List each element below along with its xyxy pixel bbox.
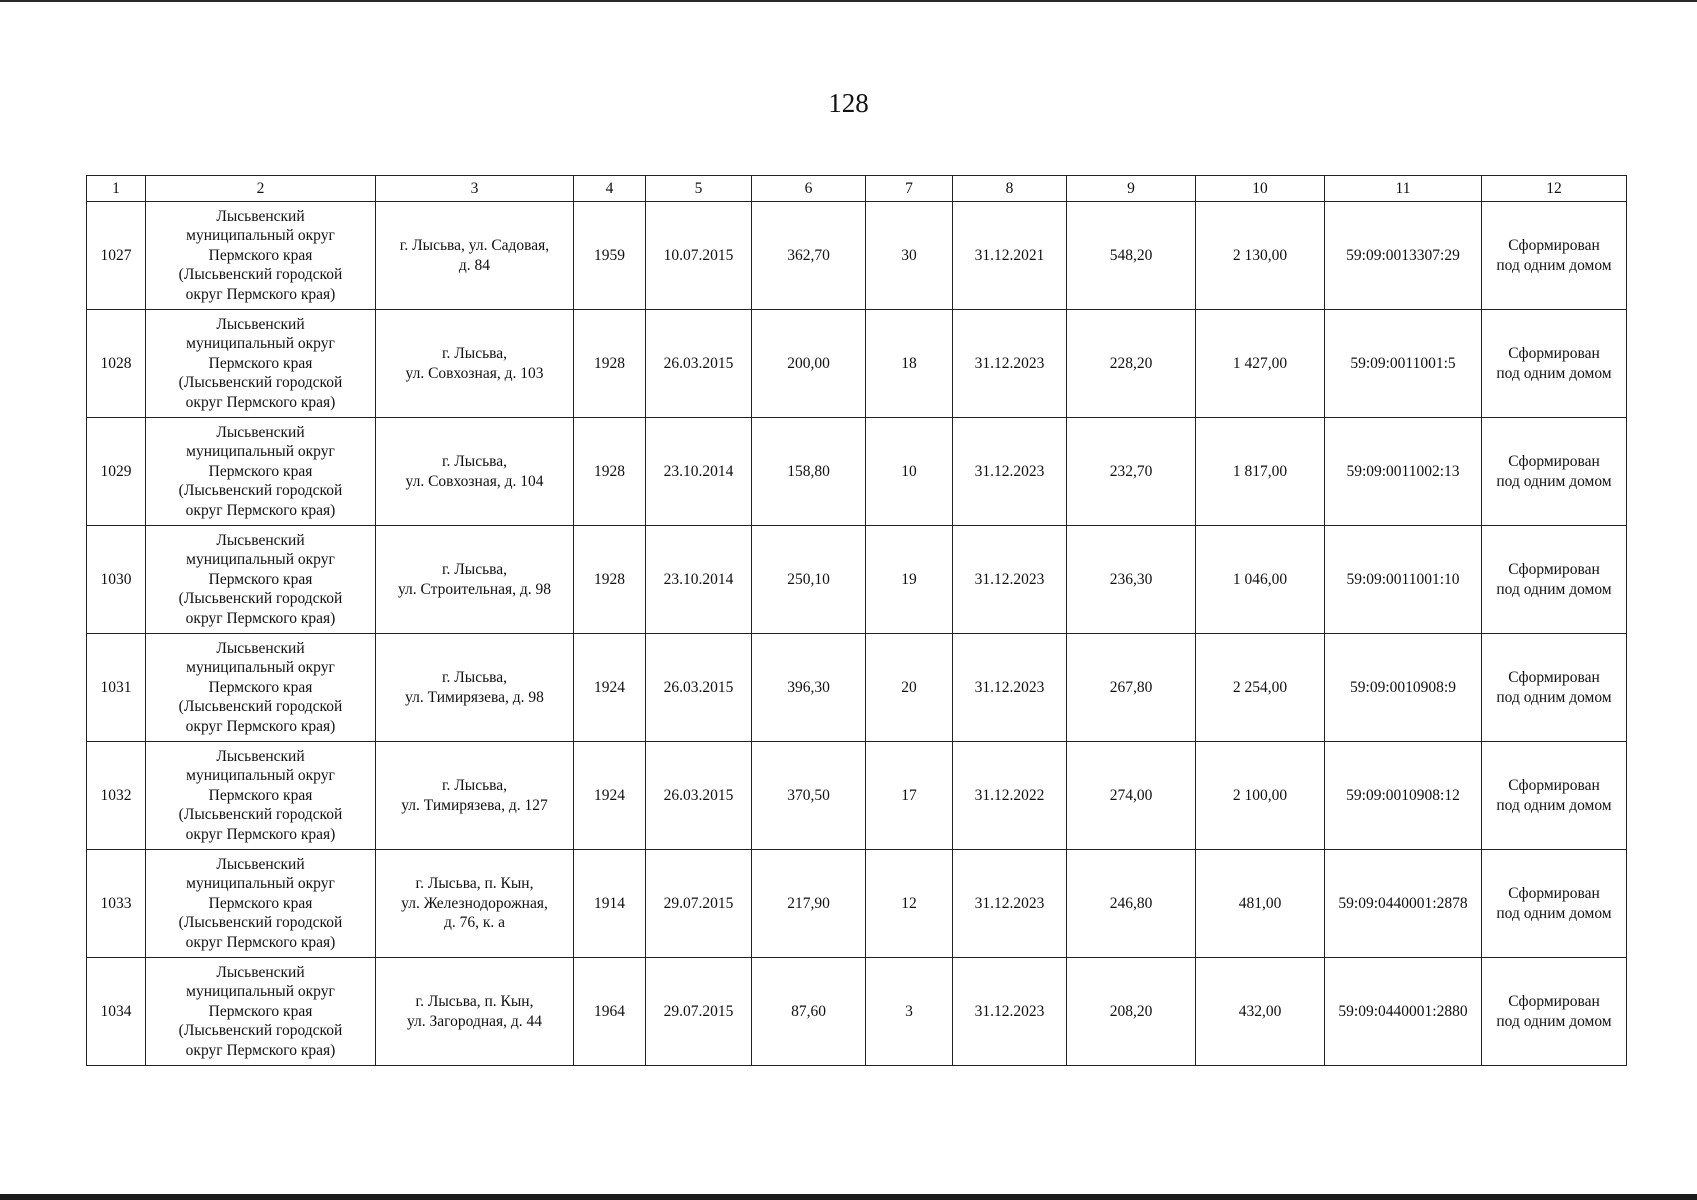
address-cell [376,310,574,418]
land-area-cell: 432,00 [1196,958,1325,1066]
status-line: Сформирован [1508,237,1600,254]
address-cell [376,526,574,634]
address-line: д. 76, к. а [443,914,506,932]
municipality-line: (Лысьвенский городской [178,806,343,824]
page-number: 128 [828,88,869,118]
residents-cell: 12 [866,850,953,958]
area-cell: 200,00 [752,310,866,418]
registry-table-wrapper [86,175,1627,1066]
column-number-cell: 7 [866,176,953,202]
address-line: г. Лысьва, [441,777,508,794]
area2-cell: 208,20 [1067,958,1196,1066]
status-cell [1482,202,1627,310]
municipality-line: муниципальный округ [186,875,335,893]
municipality-cell [146,850,376,958]
cadastral-number-cell: 59:09:0011002:13 [1325,418,1482,526]
deadline-cell: 31.12.2023 [953,310,1067,418]
table-row [87,526,1627,634]
status-cell [1482,634,1627,742]
municipality-line: округ Пермского края) [185,393,336,411]
municipality-line: (Лысьвенский городской [178,266,343,284]
cadastral-number-cell: 59:09:0440001:2880 [1325,958,1482,1066]
land-area-cell: 2 130,00 [1196,202,1325,310]
address-line: ул. Тимирязева, д. 127 [401,796,548,814]
municipality-line: Пермского края [208,462,313,480]
column-number-row [87,176,1627,202]
status-line: под одним домом [1496,796,1612,814]
area2-cell: 236,30 [1067,526,1196,634]
status-line: Сформирован [1508,669,1600,686]
area2-cell: 228,20 [1067,310,1196,418]
area2-cell: 232,70 [1067,418,1196,526]
residents-cell: 10 [866,418,953,526]
status-line: Сформирован [1508,993,1600,1010]
area-cell: 362,70 [752,202,866,310]
status-line: под одним домом [1496,904,1612,922]
status-line: Сформирован [1508,561,1600,578]
status-cell [1482,418,1627,526]
municipality-line: Лысьвенский [216,639,305,657]
date-cell: 26.03.2015 [646,634,752,742]
date-cell: 29.07.2015 [646,850,752,958]
address-line: г. Лысьва, ул. Садовая, [399,237,550,254]
land-area-cell: 2 100,00 [1196,742,1325,850]
residents-cell: 17 [866,742,953,850]
municipality-cell [146,634,376,742]
row-id-cell: 1031 [87,634,146,742]
row-id-cell: 1029 [87,418,146,526]
row-id-cell: 1030 [87,526,146,634]
scan-edge-bottom [0,1194,1697,1200]
address-cell [376,202,574,310]
deadline-cell: 31.12.2023 [953,958,1067,1066]
cadastral-number-cell: 59:09:0011001:10 [1325,526,1482,634]
municipality-cell [146,310,376,418]
municipality-line: Лысьвенский [216,207,305,225]
status-line: Сформирован [1508,777,1600,794]
column-number-cell: 3 [376,176,574,202]
municipality-line: (Лысьвенский городской [178,698,343,716]
year-cell: 1928 [574,310,646,418]
municipality-line: Пермского края [208,786,313,804]
status-line: под одним домом [1496,688,1612,706]
municipality-line: Пермского края [208,246,313,264]
municipality-line: (Лысьвенский городской [178,914,343,932]
residents-cell: 18 [866,310,953,418]
column-number-cell: 12 [1482,176,1627,202]
municipality-line: (Лысьвенский городской [178,590,343,608]
column-number-cell: 5 [646,176,752,202]
municipality-cell [146,742,376,850]
residents-cell: 20 [866,634,953,742]
municipality-line: Пермского края [208,1002,313,1020]
area-cell: 158,80 [752,418,866,526]
municipality-line: муниципальный округ [186,335,335,353]
status-line: Сформирован [1508,453,1600,470]
residents-cell: 30 [866,202,953,310]
deadline-cell: 31.12.2023 [953,526,1067,634]
deadline-cell: 31.12.2022 [953,742,1067,850]
status-cell [1482,850,1627,958]
municipality-line: Лысьвенский [216,855,305,873]
residents-cell: 19 [866,526,953,634]
municipality-line: округ Пермского края) [185,1041,336,1059]
municipality-line: Лысьвенский [216,531,305,549]
address-line: г. Лысьва, [441,345,508,362]
row-id-cell: 1034 [87,958,146,1066]
table-row [87,634,1627,742]
column-number-cell: 4 [574,176,646,202]
column-number-cell: 1 [87,176,146,202]
area2-cell: 274,00 [1067,742,1196,850]
status-cell [1482,958,1627,1066]
land-area-cell: 1 817,00 [1196,418,1325,526]
status-line: под одним домом [1496,256,1612,274]
address-line: ул. Загородная, д. 44 [406,1012,543,1030]
municipality-cell [146,526,376,634]
address-line: г. Лысьва, [441,669,508,686]
municipality-cell [146,202,376,310]
date-cell: 26.03.2015 [646,310,752,418]
residents-cell: 3 [866,958,953,1066]
address-line: д. 84 [458,256,491,274]
status-cell [1482,310,1627,418]
municipality-line: округ Пермского края) [185,609,336,627]
deadline-cell: 31.12.2023 [953,850,1067,958]
address-line: г. Лысьва, п. Кын, [415,993,534,1010]
address-line: г. Лысьва, [441,453,508,470]
column-number-cell: 8 [953,176,1067,202]
municipality-line: Лысьвенский [216,315,305,333]
table-body [87,176,1627,1066]
table-row [87,310,1627,418]
land-area-cell: 2 254,00 [1196,634,1325,742]
row-id-cell: 1033 [87,850,146,958]
municipality-cell [146,418,376,526]
column-number-cell: 9 [1067,176,1196,202]
area-cell: 370,50 [752,742,866,850]
municipality-line: (Лысьвенский городской [178,1022,343,1040]
address-line: ул. Совхозная, д. 104 [405,472,544,490]
municipality-line: муниципальный округ [186,983,335,1001]
municipality-line: муниципальный округ [186,659,335,677]
column-number-cell: 10 [1196,176,1325,202]
municipality-line: Пермского края [208,678,313,696]
year-cell: 1959 [574,202,646,310]
cadastral-number-cell: 59:09:0010908:12 [1325,742,1482,850]
status-cell [1482,526,1627,634]
column-number-cell: 2 [146,176,376,202]
deadline-cell: 31.12.2021 [953,202,1067,310]
status-line: Сформирован [1508,345,1600,362]
municipality-line: муниципальный округ [186,227,335,245]
year-cell: 1914 [574,850,646,958]
column-number-cell: 11 [1325,176,1482,202]
municipality-line: округ Пермского края) [185,825,336,843]
date-cell: 29.07.2015 [646,958,752,1066]
status-cell [1482,742,1627,850]
municipality-line: Пермского края [208,570,313,588]
row-id-cell: 1032 [87,742,146,850]
address-line: г. Лысьва, [441,561,508,578]
address-cell [376,634,574,742]
municipality-line: муниципальный округ [186,551,335,569]
table-row [87,202,1627,310]
address-cell [376,850,574,958]
area2-cell: 548,20 [1067,202,1196,310]
area2-cell: 267,80 [1067,634,1196,742]
area-cell: 87,60 [752,958,866,1066]
cadastral-number-cell: 59:09:0013307:29 [1325,202,1482,310]
address-line: г. Лысьва, п. Кын, [415,875,534,893]
area-cell: 396,30 [752,634,866,742]
scan-edge-top [0,0,1697,2]
municipality-line: Пермского края [208,894,313,912]
status-line: под одним домом [1496,364,1612,382]
area-cell: 250,10 [752,526,866,634]
address-line: ул. Совхозная, д. 103 [405,364,544,382]
status-line: Сформирован [1508,885,1600,902]
cadastral-number-cell: 59:09:0440001:2878 [1325,850,1482,958]
address-line: ул. Железнодорожная, [401,894,548,912]
address-line: ул. Строительная, д. 98 [397,580,552,598]
deadline-cell: 31.12.2023 [953,418,1067,526]
year-cell: 1928 [574,526,646,634]
land-area-cell: 1 046,00 [1196,526,1325,634]
deadline-cell: 31.12.2023 [953,634,1067,742]
table-row [87,742,1627,850]
year-cell: 1924 [574,634,646,742]
municipality-line: Пермского края [208,354,313,372]
row-id-cell: 1028 [87,310,146,418]
table-row [87,418,1627,526]
column-number-cell: 6 [752,176,866,202]
area2-cell: 246,80 [1067,850,1196,958]
municipality-line: (Лысьвенский городской [178,374,343,392]
land-area-cell: 481,00 [1196,850,1325,958]
status-line: под одним домом [1496,472,1612,490]
municipality-line: округ Пермского края) [185,933,336,951]
address-cell [376,742,574,850]
status-line: под одним домом [1496,1012,1612,1030]
municipality-line: округ Пермского края) [185,501,336,519]
municipality-line: Лысьвенский [216,747,305,765]
land-area-cell: 1 427,00 [1196,310,1325,418]
municipality-line: Лысьвенский [216,423,305,441]
municipality-line: округ Пермского края) [185,717,336,735]
table-row [87,850,1627,958]
date-cell: 26.03.2015 [646,742,752,850]
address-line: ул. Тимирязева, д. 98 [405,688,544,706]
year-cell: 1964 [574,958,646,1066]
date-cell: 23.10.2014 [646,418,752,526]
address-cell [376,958,574,1066]
date-cell: 10.07.2015 [646,202,752,310]
municipality-line: муниципальный округ [186,767,335,785]
registry-table [86,175,1627,1066]
year-cell: 1924 [574,742,646,850]
row-id-cell: 1027 [87,202,146,310]
cadastral-number-cell: 59:09:0011001:5 [1325,310,1482,418]
year-cell: 1928 [574,418,646,526]
municipality-line: Лысьвенский [216,963,305,981]
municipality-line: округ Пермского края) [185,285,336,303]
status-line: под одним домом [1496,580,1612,598]
address-cell [376,418,574,526]
area-cell: 217,90 [752,850,866,958]
municipality-cell [146,958,376,1066]
municipality-line: (Лысьвенский городской [178,482,343,500]
table-row [87,958,1627,1066]
municipality-line: муниципальный округ [186,443,335,461]
date-cell: 23.10.2014 [646,526,752,634]
cadastral-number-cell: 59:09:0010908:9 [1325,634,1482,742]
